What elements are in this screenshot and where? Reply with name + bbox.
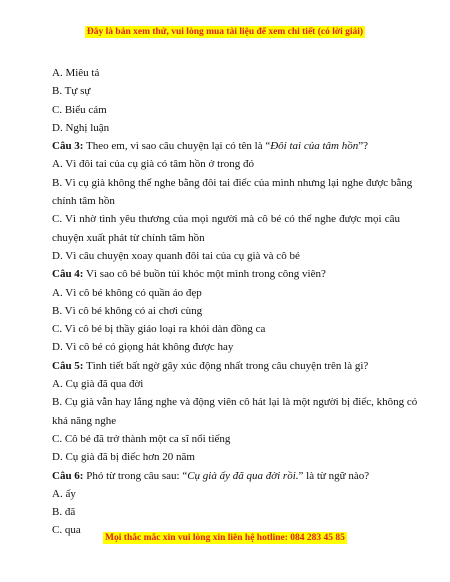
q3-option-c: C. Vì nhờ tình yêu thương của mọi người mà cô bé có thể nghe được mọi câu: [52, 213, 400, 226]
q4-option-b: B. Vì cô bé không có ai chơi cùng: [52, 304, 203, 317]
question-3-label: Câu 3:: [52, 140, 84, 153]
question-5: [52, 357, 400, 375]
document-body: [52, 64, 418, 540]
q2-option-a: A. Miêu tả: [52, 67, 100, 79]
question-5-text: Tình tiết bất ngờ gây xúc động nhất trong câu chuyện trên là gì?: [83, 359, 369, 372]
question-4-label: Câu 4:: [52, 268, 84, 281]
question-6-text-after: ” là từ ngữ nào?: [298, 469, 370, 482]
q4-option-d: D. Vì cô bé có giọng hát không được hay: [52, 341, 234, 354]
hotline-banner: [0, 533, 450, 543]
q5-option-d: D. Cụ già đã bị điếc hơn 20 năm: [52, 451, 195, 464]
q4-option-a: A. Vì cô bé không có quần áo đẹp: [52, 286, 202, 299]
q2-option-d: D. Nghị luận: [52, 121, 110, 134]
question-5-label: Câu 5:: [52, 359, 84, 372]
q3-option-c-cont: chuyện xuất phát từ chính tâm hồn: [52, 231, 205, 244]
q5-option-b-cont: khả năng nghe: [52, 414, 117, 427]
question-3-text-before: Theo em, vì sao câu chuyện lại có tên là “: [83, 140, 271, 153]
q6-option-a: A. ấy: [52, 487, 76, 500]
question-3-text-after: ”?: [358, 140, 368, 153]
q5-option-b: B. Cụ già vẫn hay lắng nghe và động viên cô hát lại là một người bị điếc, không có: [52, 396, 418, 409]
hotline-text: Mọi thắc mắc xin vui lòng xin liên hệ hotline: 084 283 45 85: [105, 533, 345, 543]
q3-option-b-cont: chính tâm hồn: [52, 195, 115, 208]
preview-notice-banner: [0, 27, 450, 37]
question-3: [52, 137, 400, 155]
question-6-label: Câu 6:: [52, 469, 84, 482]
question-6-sentence-italic: Cụ già ấy đã qua đời rồi.: [187, 469, 299, 482]
q4-option-c: C. Vì cô bé bị thầy giáo loại ra khỏi dàn đồng ca: [52, 323, 266, 336]
q3-option-d: D. Vì câu chuyện xoay quanh đôi tai của cụ già và cô bé: [52, 249, 300, 262]
question-6-text-before: Phó từ trong câu sau: “: [83, 469, 188, 482]
q2-option-c: C. Biểu cảm: [52, 103, 107, 116]
q5-option-a: A. Cụ già đã qua đời: [52, 378, 144, 391]
question-4-text: Vì sao cô bé buồn tủi khóc một mình trong công viên?: [83, 268, 326, 281]
q5-option-c: C. Cô bé đã trở thành một ca sĩ nổi tiếng: [52, 432, 231, 445]
question-4: [52, 265, 400, 283]
q6-option-b: B. đã: [52, 506, 76, 519]
preview-notice-text: Đây là bản xem thử, vui lòng mua tài liệu để xem chi tiết (có lời giải): [86, 27, 364, 37]
q2-option-b: B. Tự sự: [52, 85, 91, 98]
question-3-title-italic: Đôi tai của tâm hồn: [270, 140, 359, 153]
q6-option-c: C. qua: [52, 524, 81, 537]
q3-option-b: B. Vì cụ già không thể nghe bằng đôi tai điếc của mình nhưng lại nghe được bằng: [52, 176, 413, 189]
question-6: [52, 467, 400, 485]
q3-option-a: A. Vì đôi tai của cụ già có tâm hồn ở trong đó: [52, 158, 255, 171]
